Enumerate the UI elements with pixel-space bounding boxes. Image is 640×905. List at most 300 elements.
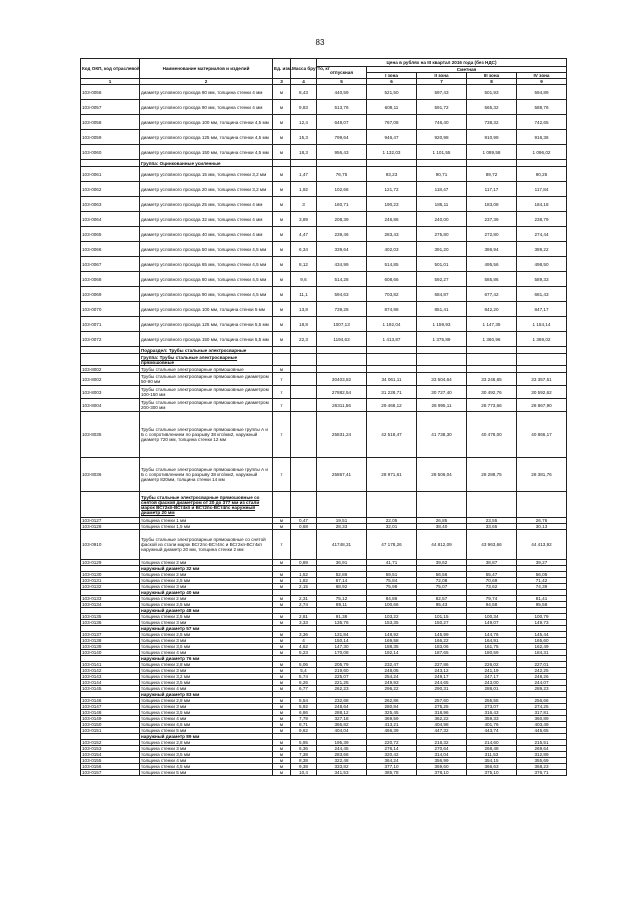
row-price: 594,89: [517, 85, 567, 100]
row-price: 565,32: [467, 100, 517, 115]
row-mass: [291, 347, 317, 354]
row-price: 26311,56: [317, 399, 367, 412]
table-row: [81, 212, 567, 227]
row-name: толщина стенки 4,5 мм: [140, 722, 273, 728]
row-price: 25867,41: [317, 458, 367, 492]
row-price: 314,04: [417, 752, 467, 758]
row-price: 268,48: [467, 746, 517, 752]
row-price: 443,74: [467, 728, 517, 734]
row-price: 608,66: [367, 272, 417, 287]
row-price: 243,12: [417, 668, 467, 674]
row-price: [467, 366, 517, 373]
row-code: 103-0134: [81, 602, 140, 608]
row-price: 164,91: [467, 638, 517, 644]
row-price: [317, 366, 367, 373]
row-price: 89,72: [467, 167, 517, 182]
row-price: 288,01: [467, 686, 517, 692]
row-unit: м: [273, 596, 291, 602]
row-price: 74,39: [517, 584, 567, 590]
row-name: толщина стенки 2,5 мм: [140, 632, 273, 638]
row-price: 746,40: [417, 115, 467, 130]
row-unit: т: [273, 412, 291, 458]
row-price: 145,99: [417, 632, 467, 638]
row-name: диаметр условного прохода 20 мм, толщина стенки 3,2 мм: [140, 182, 273, 197]
row-mass: 0,47: [291, 518, 317, 524]
row-name: толщина стенки 1,5 мм: [140, 524, 273, 530]
row-price: 275,80: [417, 227, 467, 242]
row-price: 272,80: [467, 227, 517, 242]
table-row: [81, 287, 567, 302]
row-name: диаметр условного прохода 150 мм, толщина стенки 4,5 мм: [140, 145, 273, 160]
row-name: толщина стенки 3 мм: [140, 620, 273, 626]
row-code: [81, 492, 140, 518]
row-price: 355,69: [517, 758, 567, 764]
row-code: 103-0067: [81, 257, 140, 272]
row-price: 799,64: [317, 130, 367, 145]
row-name: диаметр условного прохода 15 мм, толщина стенки 3,2 мм: [140, 167, 273, 182]
row-code: 103-0065: [81, 227, 140, 242]
colnum-1: 1: [81, 79, 140, 85]
row-code: 103-0060: [81, 145, 140, 160]
row-mass: 8,43: [291, 85, 317, 100]
row-price: 94,58: [467, 602, 517, 608]
row-price: 368,23: [517, 764, 567, 770]
row-price: 100,79: [517, 614, 567, 620]
row-price: 317,81: [517, 710, 567, 716]
row-unit: м: [273, 257, 291, 272]
row-price: 910,99: [467, 130, 517, 145]
row-price: 447,32: [417, 728, 467, 734]
row-unit: м: [273, 572, 291, 578]
row-code: 103-0156: [81, 764, 140, 770]
row-code: 103-0145: [81, 686, 140, 692]
row-unit: м: [273, 740, 291, 746]
row-price: [517, 366, 567, 373]
row-unit: м: [273, 182, 291, 197]
row-price: 38,87: [467, 560, 517, 566]
row-code: 103-0154: [81, 752, 140, 758]
row-code: 103-0153: [81, 746, 140, 752]
row-price: 208,39: [317, 212, 367, 227]
row-code: 103-0064: [81, 212, 140, 227]
row-mass: 3,33: [291, 620, 317, 626]
row-price: 255,55: [467, 698, 517, 704]
row-price: 183,06: [417, 644, 467, 650]
row-price: [517, 160, 567, 167]
row-mass: 5,54: [291, 698, 317, 704]
row-code: 103-0062: [81, 182, 140, 197]
row-price: 404,04: [317, 728, 367, 734]
row-price: 681,43: [517, 287, 567, 302]
row-price: 851,41: [417, 302, 467, 317]
row-name: толщина стенки 3 мм: [140, 746, 273, 752]
row-price: 67,14: [317, 578, 367, 584]
row-name: диаметр условного прохода 150 мм, толщина стенки 5,5 мм: [140, 332, 273, 347]
row-code: 103-0141: [81, 662, 140, 668]
row-price: [467, 160, 517, 167]
row-price: [417, 492, 467, 518]
row-price: 364,24: [367, 758, 417, 764]
row-code: [81, 354, 140, 366]
row-price: 767,08: [367, 115, 417, 130]
row-unit: м: [273, 668, 291, 674]
row-mass: 7,38: [291, 752, 317, 758]
row-price: 184,31: [517, 650, 567, 656]
row-code: 103-0144: [81, 680, 140, 686]
row-unit: т: [273, 399, 291, 412]
row-price: 498,50: [517, 257, 567, 272]
row-name: толщина стенки 4 мм: [140, 716, 273, 722]
row-price: 246,86: [367, 212, 417, 227]
row-mass: 11,1: [291, 287, 317, 302]
row-name: Трубы стальные электросварные прямошовные со снятой фаской из стали марок ВСт2пс-ВСт4пс и ВСт2кп-ВСт4кп наружный диаметр 20 мм, толщина стенки 2 мм: [140, 530, 273, 560]
row-price: 153,35: [367, 620, 417, 626]
row-code: 103-0127: [81, 518, 140, 524]
table-row: [81, 272, 567, 287]
colnum-5: 5: [317, 79, 367, 85]
row-price: 232,68: [317, 698, 367, 704]
row-price: 585,86: [467, 272, 517, 287]
row-price: 356,99: [417, 758, 467, 764]
row-price: 608,11: [367, 100, 417, 115]
row-price: 362,22: [417, 716, 467, 722]
table-row: [81, 770, 567, 776]
row-price: 103,22: [367, 614, 417, 620]
row-price: 842,20: [467, 302, 517, 317]
row-name: толщина стенки 2 мм: [140, 560, 273, 566]
row-price: 742,65: [517, 115, 567, 130]
row-code: 103-0148: [81, 710, 140, 716]
row-price: 413,21: [367, 722, 417, 728]
row-code: 103-8004: [81, 399, 140, 412]
row-price: 341,53: [317, 770, 367, 776]
row-price: 165,60: [517, 638, 567, 644]
row-price: 360,89: [517, 716, 567, 722]
row-name: толщина стенки 4 мм: [140, 758, 273, 764]
row-code: 103-0143: [81, 674, 140, 680]
row-price: 39,27: [517, 560, 567, 566]
row-price: 91,38: [317, 614, 367, 620]
row-price: 244,65: [417, 680, 467, 686]
row-code: 103-0130: [81, 572, 140, 578]
row-price: 386,94: [467, 242, 517, 257]
row-unit: м: [273, 115, 291, 130]
row-price: [517, 492, 567, 518]
colnum-7: 7: [417, 79, 467, 85]
row-price: 513,76: [317, 100, 367, 115]
colnum-6: 6: [367, 79, 417, 85]
row-price: 501,01: [417, 257, 467, 272]
row-price: 238,79: [517, 212, 567, 227]
row-price: 31 228,71: [367, 386, 417, 399]
row-price: 403,49: [517, 722, 567, 728]
row-mass: 4: [291, 638, 317, 644]
row-price: 404,98: [417, 722, 467, 728]
row-mass: 4,62: [291, 644, 317, 650]
row-name: толщина стенки 2,8 мм: [140, 740, 273, 746]
row-price: 190,23: [367, 197, 417, 212]
row-price: 589,33: [517, 272, 567, 287]
row-name: Трубы стальные электросварные прямошовные диаметром 50-90 мм: [140, 373, 273, 386]
row-unit: [273, 492, 291, 518]
table-row: [81, 242, 567, 257]
row-name: толщина стенки 3 мм: [140, 704, 273, 710]
row-price: 102,66: [317, 182, 367, 197]
table-row: [81, 412, 567, 458]
row-price: 169,58: [367, 638, 417, 644]
row-price: 30403,82: [317, 373, 367, 386]
row-unit: м: [273, 602, 291, 608]
row-price: 28 971,61: [367, 458, 417, 492]
row-unit: м: [273, 620, 291, 626]
row-price: 227,86: [417, 662, 467, 668]
row-price: 216,32: [417, 740, 467, 746]
row-name: толщина стенки 2 мм: [140, 572, 273, 578]
table-row: [81, 399, 567, 412]
row-price: 75,12: [317, 596, 367, 602]
row-name: толщина стенки 2,5 мм: [140, 614, 273, 620]
row-price: 354,15: [467, 758, 517, 764]
row-price: 311,53: [467, 752, 517, 758]
row-code: 103-8002: [81, 373, 140, 386]
row-code: 103-8002: [81, 366, 140, 373]
row-mass: 8,38: [291, 758, 317, 764]
row-code: 103-0135: [81, 614, 140, 620]
row-price: 401,76: [467, 722, 517, 728]
row-price: 244,45: [317, 746, 367, 752]
row-price: 52,86: [317, 572, 367, 578]
row-price: [317, 347, 367, 354]
row-unit: м: [273, 716, 291, 722]
row-price: 402,03: [367, 242, 417, 257]
row-code: 103-0149: [81, 716, 140, 722]
row-unit: м: [273, 212, 291, 227]
row-name: диаметр условного прохода 65 мм, толщина стенки 4,5 мм: [140, 257, 273, 272]
row-unit: м: [273, 85, 291, 100]
row-code: 103-0139: [81, 644, 140, 650]
row-mass: 0,89: [291, 560, 317, 566]
row-name: толщина стенки 3,2 мм: [140, 674, 273, 680]
row-price: 956,43: [317, 145, 367, 160]
row-price: [517, 347, 567, 354]
row-mass: 6,34: [291, 242, 317, 257]
section-title: наружный диаметр 83 мм: [140, 692, 273, 698]
row-unit: м: [273, 722, 291, 728]
row-price: 79,74: [467, 596, 517, 602]
row-price: 26,85: [417, 518, 467, 524]
row-unit: м: [273, 752, 291, 758]
row-price: 1 413,87: [367, 332, 417, 347]
row-unit: м: [273, 644, 291, 650]
row-mass: 2,74: [291, 602, 317, 608]
row-mass: 12,4: [291, 115, 317, 130]
row-price: 73,62: [467, 584, 517, 590]
row-price: 242,25: [517, 668, 567, 674]
row-mass: 1,47: [291, 167, 317, 182]
row-code: 103-0072: [81, 332, 140, 347]
row-mass: 9,6: [291, 272, 317, 287]
row-code: 103-0063: [81, 197, 140, 212]
section-row: [81, 492, 567, 518]
row-price: 82,57: [417, 596, 467, 602]
row-mass: 7,79: [291, 716, 317, 722]
row-unit: м: [273, 728, 291, 734]
row-unit: [273, 354, 291, 366]
row-price: 19,51: [317, 518, 367, 524]
row-price: 221,25: [317, 680, 367, 686]
row-price: 594,63: [317, 287, 367, 302]
table-row: [81, 373, 567, 386]
row-price: 274,44: [517, 227, 567, 242]
row-unit: м: [273, 758, 291, 764]
row-price: 389,22: [517, 242, 567, 257]
row-price: 275,25: [417, 704, 467, 710]
row-unit: м: [273, 710, 291, 716]
row-mass: [291, 458, 317, 492]
row-price: 312,89: [517, 752, 567, 758]
row-code: [81, 160, 140, 167]
row-price: 946,47: [367, 130, 417, 145]
row-code: 103-0059: [81, 130, 140, 145]
row-price: 28 995,11: [417, 399, 467, 412]
row-mass: 22,3: [291, 332, 317, 347]
row-name: толщина стенки 3,5 мм: [140, 644, 273, 650]
table-row: [81, 257, 567, 272]
row-price: [367, 492, 417, 518]
header-smetnaya: Сметная: [367, 67, 567, 73]
row-code: 103-0142: [81, 668, 140, 674]
row-price: 56,56: [417, 572, 467, 578]
header-zone-3: III зона: [467, 73, 517, 79]
row-price: 1 192,04: [367, 317, 417, 332]
row-name: толщина стенки 3,5 мм: [140, 710, 273, 716]
row-price: 1194,63: [317, 332, 367, 347]
row-price: [417, 160, 467, 167]
row-price: 257,60: [417, 698, 467, 704]
row-price: 30,13: [517, 524, 567, 530]
row-price: 40 866,17: [517, 412, 567, 458]
row-price: [517, 354, 567, 366]
row-price: 28 381,76: [517, 458, 567, 492]
row-price: 434,99: [317, 257, 367, 272]
row-unit: м: [273, 287, 291, 302]
row-price: 239,46: [317, 227, 367, 242]
row-mass: [291, 386, 317, 399]
row-price: 288,12: [317, 710, 367, 716]
row-price: 237,39: [467, 212, 517, 227]
row-mass: 1,52: [291, 572, 317, 578]
row-code: 103-0057: [81, 100, 140, 115]
row-mass: 9,38: [291, 764, 317, 770]
row-unit: м: [273, 197, 291, 212]
section-title: наружный диаметр 40 мм: [140, 590, 273, 596]
row-price: 597,43: [417, 85, 467, 100]
row-unit: м: [273, 227, 291, 242]
row-name: толщина стенки 5 мм: [140, 770, 273, 776]
section-title: Группа: Оцинкованные усиленные: [140, 160, 273, 167]
row-mass: 5,23: [291, 650, 317, 656]
row-price: 501,93: [467, 85, 517, 100]
row-price: 226,02: [467, 662, 517, 668]
row-price: 377,10: [367, 764, 417, 770]
row-mass: 5,95: [291, 740, 317, 746]
row-price: 81,41: [517, 596, 567, 602]
row-mass: 2,81: [291, 614, 317, 620]
row-unit: м: [273, 317, 291, 332]
row-name: толщина стенки 3,5 мм: [140, 752, 273, 758]
row-mass: 10,4: [291, 770, 317, 776]
row-name: толщина стенки 1 мм: [140, 518, 273, 524]
row-price: 32,01: [367, 524, 417, 530]
row-price: 75,07: [417, 584, 467, 590]
row-price: 445,65: [517, 728, 567, 734]
row-price: 28,33: [317, 524, 367, 530]
row-unit: м: [273, 650, 291, 656]
row-code: 103-8035: [81, 412, 140, 458]
row-price: [367, 160, 417, 167]
table-row: [81, 145, 567, 160]
row-price: 847,17: [517, 302, 567, 317]
row-price: 1 132,03: [367, 145, 417, 160]
row-mass: 8,71: [291, 722, 317, 728]
row-price: 162,49: [517, 644, 567, 650]
row-code: 103-0061: [81, 167, 140, 182]
section-row: [81, 347, 567, 354]
row-price: 262,86: [367, 698, 417, 704]
row-price: [467, 347, 517, 354]
row-price: 183,08: [467, 197, 517, 212]
row-price: 280,84: [367, 704, 417, 710]
row-price: 33,65: [467, 524, 517, 530]
row-code: 103-0910: [81, 530, 140, 560]
row-price: 148,92: [367, 632, 417, 638]
row-price: 241,19: [467, 668, 517, 674]
row-name: Трубы стальные электросварные прямошовные диаметром 200-300 мм: [140, 399, 273, 412]
row-name: диаметр условного прохода 25 мм, толщина стенки 4 мм: [140, 197, 273, 212]
row-price: 188,35: [367, 644, 417, 650]
row-code: 103-0129: [81, 560, 140, 566]
row-unit: м: [273, 272, 291, 287]
row-price: 378,10: [417, 770, 467, 776]
row-price: 1007,13: [317, 317, 367, 332]
row-unit: м: [273, 674, 291, 680]
row-mass: 2,31: [291, 596, 317, 602]
row-unit: м: [273, 680, 291, 686]
row-price: 150,27: [417, 620, 467, 626]
row-price: 84,86: [367, 596, 417, 602]
row-code: 103-0069: [81, 287, 140, 302]
row-price: 677,42: [467, 287, 517, 302]
row-code: 103-0150: [81, 722, 140, 728]
row-price: 118,47: [417, 182, 467, 197]
row-price: 93,23: [367, 167, 417, 182]
row-mass: 5,4: [291, 668, 317, 674]
row-price: 100,66: [367, 602, 417, 608]
colnum-9: 9: [517, 79, 567, 85]
row-name: диаметр условного прохода 80 мм, толщина стенки 4 мм: [140, 85, 273, 100]
row-mass: [291, 412, 317, 458]
row-price: 121,72: [367, 182, 417, 197]
row-price: 283,66: [317, 752, 367, 758]
row-code: 103-0146: [81, 698, 140, 704]
row-unit: м: [273, 614, 291, 620]
row-mass: 18,8: [291, 317, 317, 332]
row-price: 225,07: [317, 674, 367, 680]
row-mass: 4,47: [291, 227, 317, 242]
row-unit: т: [273, 530, 291, 560]
row-price: 44 413,92: [517, 530, 567, 560]
row-name: толщина стенки 2 мм: [140, 596, 273, 602]
